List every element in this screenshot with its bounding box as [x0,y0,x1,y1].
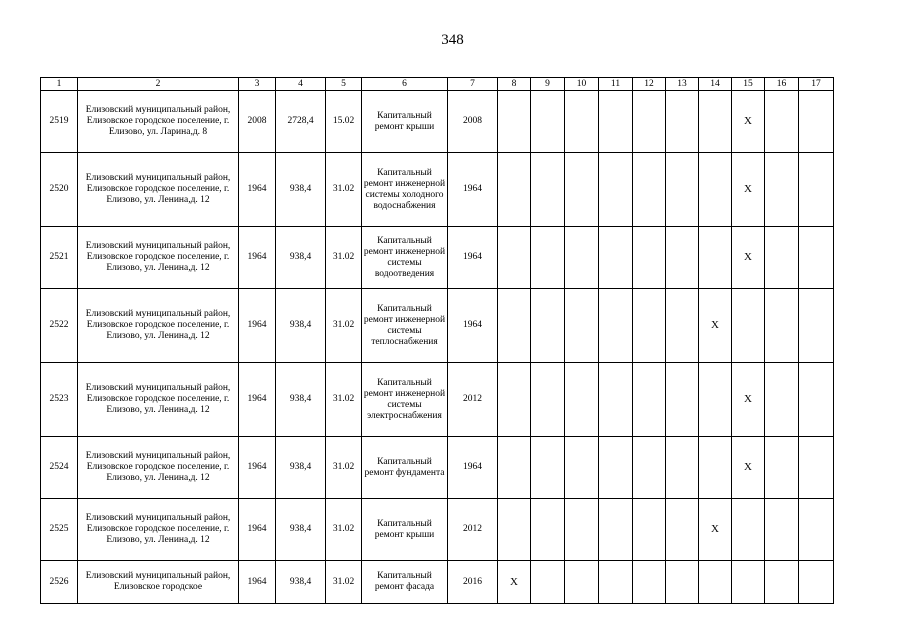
period-col-14-cell: X [699,499,732,561]
row-number-cell: 2520 [41,153,78,227]
period-col-8-cell [498,437,531,499]
period-col-11-cell [599,153,633,227]
period-col-13-cell [666,561,699,604]
total-area-cell: 2728,4 [276,91,326,153]
period-col-12-cell [633,91,666,153]
period-col-13-cell [666,363,699,437]
period-col-11-cell [599,289,633,363]
work-type-cell: Капитальный ремонт инженерной системы электроснабжения [362,363,448,437]
table-row [41,499,834,561]
period-col-15-cell: X [732,227,765,289]
total-area-cell: 938,4 [276,363,326,437]
period-col-9-cell [531,437,565,499]
table-body [41,91,834,604]
period-col-16-cell [765,153,799,227]
code-cell: 31.02 [326,153,362,227]
column-header: 9 [531,78,565,91]
period-col-14-cell: X [699,289,732,363]
period-col-15-cell: X [732,153,765,227]
period-col-9-cell [531,289,565,363]
period-col-13-cell [666,227,699,289]
row-number-cell: 2525 [41,499,78,561]
period-col-17-cell [799,561,834,604]
period-col-13-cell [666,437,699,499]
period-col-14-cell [699,363,732,437]
period-col-13-cell [666,289,699,363]
column-header: 10 [565,78,599,91]
period-col-10-cell [565,153,599,227]
period-col-10-cell [565,437,599,499]
last-repair-year-cell: 2016 [448,561,498,604]
object-address-cell: Елизовский муниципальный район, Елизовское городское поселение, г. Елизово, ул. Ленина,д. 12 [78,363,239,437]
repair-schedule-table [40,77,834,604]
period-col-16-cell [765,499,799,561]
commissioning-year-cell: 1964 [239,363,276,437]
table-row [41,561,834,604]
period-col-8-cell [498,499,531,561]
period-col-9-cell [531,499,565,561]
period-col-15-cell [732,289,765,363]
period-col-17-cell [799,227,834,289]
period-col-11-cell [599,437,633,499]
last-repair-year-cell: 1964 [448,153,498,227]
column-header: 12 [633,78,666,91]
row-number-cell: 2519 [41,91,78,153]
code-cell: 31.02 [326,227,362,289]
period-col-10-cell [565,91,599,153]
period-col-15-cell [732,499,765,561]
table-row [41,91,834,153]
period-col-8-cell [498,289,531,363]
period-col-17-cell [799,153,834,227]
period-col-13-cell [666,499,699,561]
commissioning-year-cell: 2008 [239,91,276,153]
page-number: 348 [441,32,464,48]
commissioning-year-cell: 1964 [239,227,276,289]
column-header: 13 [666,78,699,91]
table-row [41,437,834,499]
period-col-12-cell [633,437,666,499]
column-header: 15 [732,78,765,91]
period-col-15-cell: X [732,363,765,437]
column-header: 14 [699,78,732,91]
object-address-cell: Елизовский муниципальный район, Елизовское городское поселение, г. Елизово, ул. Ларина,д. 8 [78,91,239,153]
period-col-9-cell [531,363,565,437]
period-col-16-cell [765,91,799,153]
period-col-9-cell [531,561,565,604]
last-repair-year-cell: 1964 [448,437,498,499]
commissioning-year-cell: 1964 [239,153,276,227]
period-col-16-cell [765,561,799,604]
last-repair-year-cell: 1964 [448,289,498,363]
work-type-cell: Капитальный ремонт фасада [362,561,448,604]
object-address-cell: Елизовский муниципальный район, Елизовское городское [78,561,239,604]
code-cell: 31.02 [326,437,362,499]
code-cell: 15.02 [326,91,362,153]
period-col-13-cell [666,91,699,153]
column-header: 11 [599,78,633,91]
period-col-14-cell [699,227,732,289]
period-col-9-cell [531,153,565,227]
period-col-14-cell [699,561,732,604]
period-col-12-cell [633,227,666,289]
period-col-9-cell [531,91,565,153]
period-col-10-cell [565,363,599,437]
work-type-cell: Капитальный ремонт инженерной системы водоотведения [362,227,448,289]
code-cell: 31.02 [326,561,362,604]
work-type-cell: Капитальный ремонт крыши [362,91,448,153]
total-area-cell: 938,4 [276,561,326,604]
period-col-10-cell [565,227,599,289]
period-col-8-cell [498,91,531,153]
row-number-cell: 2523 [41,363,78,437]
column-header: 5 [326,78,362,91]
table-row [41,227,834,289]
work-type-cell: Капитальный ремонт инженерной системы холодного водоснабжения [362,153,448,227]
total-area-cell: 938,4 [276,499,326,561]
period-col-11-cell [599,363,633,437]
column-header: 2 [78,78,239,91]
column-header: 1 [41,78,78,91]
row-number-cell: 2524 [41,437,78,499]
total-area-cell: 938,4 [276,153,326,227]
last-repair-year-cell: 2012 [448,499,498,561]
last-repair-year-cell: 1964 [448,227,498,289]
last-repair-year-cell: 2008 [448,91,498,153]
code-cell: 31.02 [326,289,362,363]
column-header: 16 [765,78,799,91]
period-col-12-cell [633,561,666,604]
table-row [41,289,834,363]
period-col-17-cell [799,437,834,499]
period-col-10-cell [565,561,599,604]
object-address-cell: Елизовский муниципальный район, Елизовское городское поселение, г. Елизово, ул. Ленина,д. 12 [78,289,239,363]
total-area-cell: 938,4 [276,437,326,499]
period-col-11-cell [599,91,633,153]
period-col-12-cell [633,499,666,561]
period-col-11-cell [599,227,633,289]
column-number-row [41,78,834,91]
period-col-12-cell [633,153,666,227]
column-header: 3 [239,78,276,91]
period-col-11-cell [599,499,633,561]
period-col-15-cell: X [732,437,765,499]
commissioning-year-cell: 1964 [239,561,276,604]
commissioning-year-cell: 1964 [239,289,276,363]
column-header: 8 [498,78,531,91]
table-row [41,153,834,227]
table-row [41,363,834,437]
work-type-cell: Капитальный ремонт инженерной системы теплоснабжения [362,289,448,363]
commissioning-year-cell: 1964 [239,499,276,561]
code-cell: 31.02 [326,363,362,437]
total-area-cell: 938,4 [276,227,326,289]
period-col-16-cell [765,227,799,289]
object-address-cell: Елизовский муниципальный район, Елизовское городское поселение, г. Елизово, ул. Ленина,д. 12 [78,227,239,289]
period-col-17-cell [799,289,834,363]
period-col-16-cell [765,363,799,437]
period-col-17-cell [799,91,834,153]
period-col-12-cell [633,363,666,437]
last-repair-year-cell: 2012 [448,363,498,437]
document-table-wrapper [40,77,821,604]
code-cell: 31.02 [326,499,362,561]
column-header: 7 [448,78,498,91]
row-number-cell: 2521 [41,227,78,289]
period-col-9-cell [531,227,565,289]
row-number-cell: 2522 [41,289,78,363]
work-type-cell: Капитальный ремонт фундамента [362,437,448,499]
period-col-17-cell [799,499,834,561]
period-col-17-cell [799,363,834,437]
period-col-14-cell [699,437,732,499]
column-header: 6 [362,78,448,91]
period-col-15-cell: X [732,91,765,153]
period-col-14-cell [699,91,732,153]
row-number-cell: 2526 [41,561,78,604]
object-address-cell: Елизовский муниципальный район, Елизовское городское поселение, г. Елизово, ул. Ленина,д. 12 [78,153,239,227]
period-col-12-cell [633,289,666,363]
period-col-15-cell [732,561,765,604]
period-col-14-cell [699,153,732,227]
period-col-11-cell [599,561,633,604]
period-col-8-cell [498,363,531,437]
column-header: 17 [799,78,834,91]
period-col-8-cell [498,153,531,227]
period-col-16-cell [765,437,799,499]
object-address-cell: Елизовский муниципальный район, Елизовское городское поселение, г. Елизово, ул. Ленина,д. 12 [78,437,239,499]
period-col-16-cell [765,289,799,363]
commissioning-year-cell: 1964 [239,437,276,499]
period-col-8-cell [498,227,531,289]
column-header: 4 [276,78,326,91]
period-col-13-cell [666,153,699,227]
period-col-10-cell [565,499,599,561]
period-col-8-cell: X [498,561,531,604]
work-type-cell: Капитальный ремонт крыши [362,499,448,561]
object-address-cell: Елизовский муниципальный район, Елизовское городское поселение, г. Елизово, ул. Ленина,д. 12 [78,499,239,561]
total-area-cell: 938,4 [276,289,326,363]
period-col-10-cell [565,289,599,363]
